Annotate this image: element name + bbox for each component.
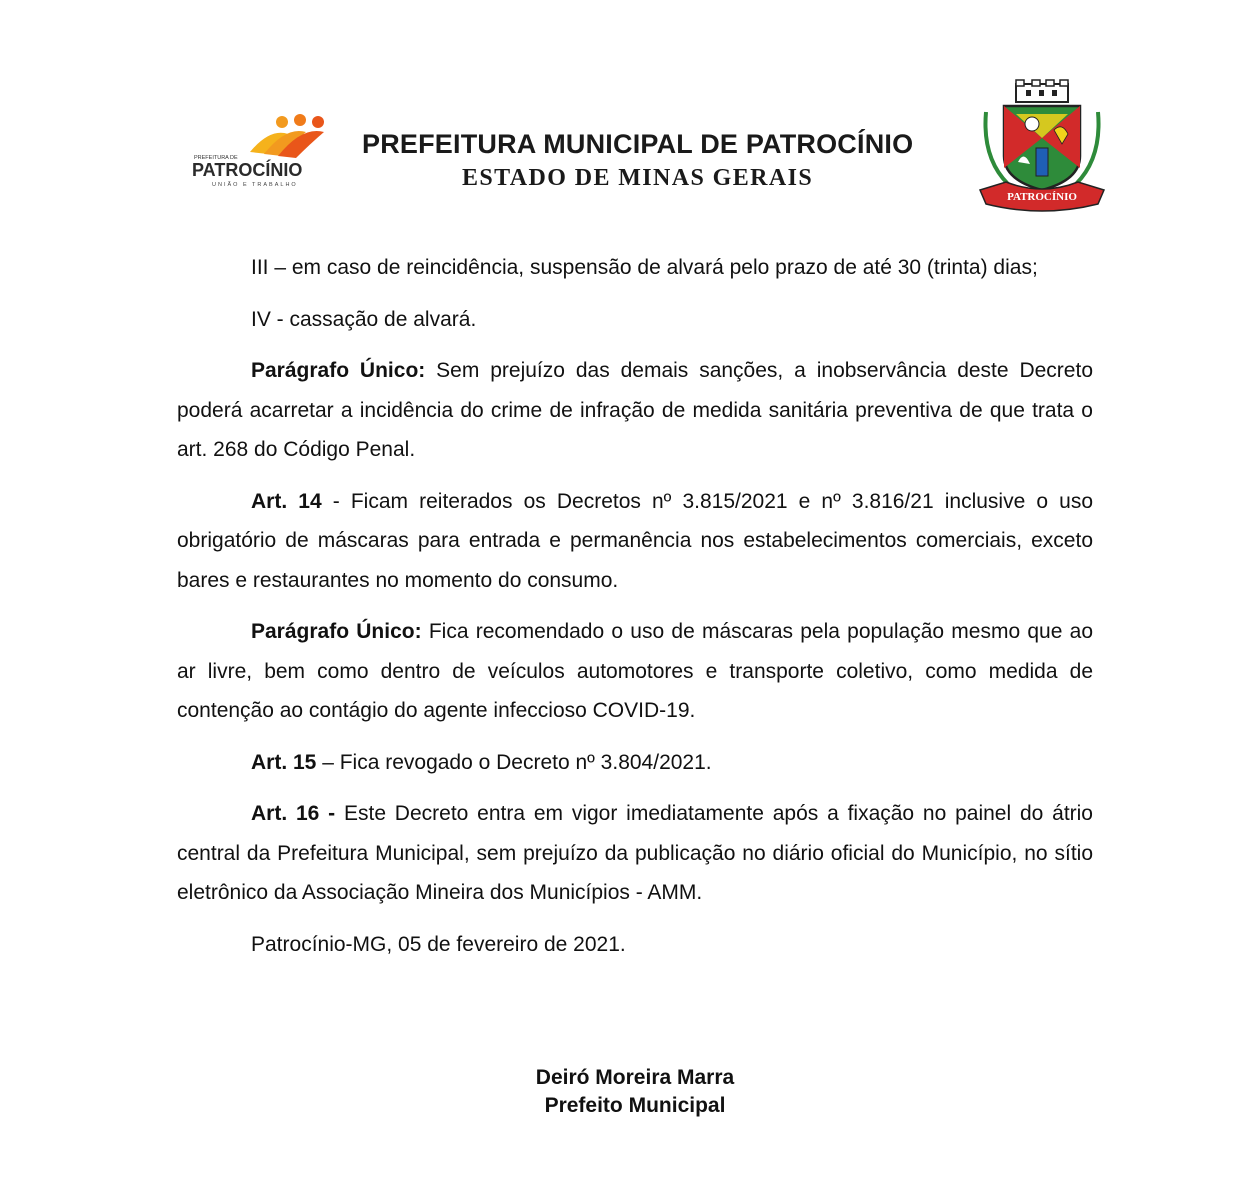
paragraph-label: Parágrafo Único: [251,620,422,643]
header-subtitle: ESTADO DE MINAS GERAIS [462,165,814,191]
people-figures-icon [250,114,324,158]
article-15: Art. 15 – Fica revogado o Decreto nº 3.804/2021. [251,750,712,774]
paragraph-item-iv: IV - cassação de alvará. [251,307,477,331]
svg-text:PREFEITURA DE: PREFEITURA DE [194,155,238,161]
paragraph-item-iii: III – em caso de reincidência, suspensão de alvará pelo prazo de até 30 (trinta) dias; [251,256,1038,279]
svg-text:UNIÃO E TRABALHO: UNIÃO E TRABALHO [212,182,298,188]
shield-icon [1004,106,1080,190]
signatory-role: Prefeito Municipal [544,1094,726,1117]
article-16: Art. 16 - Este Decreto entra em vigor imediatamente após a fixação no painel do átrio central da Prefeitura Municipal, sem prejuízo da publicação no diário oficial do Município, no sítio eletrônico da Associação Mineira dos Municípios - AMM. [177,802,1093,904]
date-line: Patrocínio-MG, 05 de fevereiro de 2021. [251,932,626,956]
article-label: Art. 14 [251,489,322,513]
prefeitura-patrocinio-logo [190,108,338,190]
crown-icon [1016,80,1068,102]
header-title: PREFEITURA MUNICIPAL DE PATROCÍNIO [362,129,914,159]
paragraph-single-1: Parágrafo Único: Sem prejuízo das demais sanções, a inobservância deste Decreto poderá acarretar a incidência do crime de infração de medida sanitária preventiva de que trata o art. 268 do Código Penal. [177,359,1093,461]
decree-body [177,248,1093,976]
signatory-name: Deiró Moreira Marra [535,1066,735,1089]
svg-text:PATROCÍNIO: PATROCÍNIO [192,160,303,180]
paragraph-label: Parágrafo Único: [251,359,426,382]
article-label: Art. 15 [251,750,317,774]
municipal-coat-of-arms [976,78,1108,214]
svg-text:PATROCÍNIO: PATROCÍNIO [1007,191,1077,203]
signature-block [440,1064,830,1120]
article-label: Art. 16 - [251,802,336,825]
paragraph-single-2: Parágrafo Único: Fica recomendado o uso de máscaras pela população mesmo que ao ar livre, bem como dentro de veículos automotores e transporte coletivo, como medida de contenção ao contágio do agente infeccioso COVID-19. [177,620,1094,722]
article-14: Art. 14 - Ficam reiterados os Decretos nº 3.815/2021 e nº 3.816/21 inclusive o uso obrigatório de máscaras para entrada e permanência nos estabelecimentos comerciais, exceto bares e restaurantes no momento do consumo. [177,489,1094,592]
